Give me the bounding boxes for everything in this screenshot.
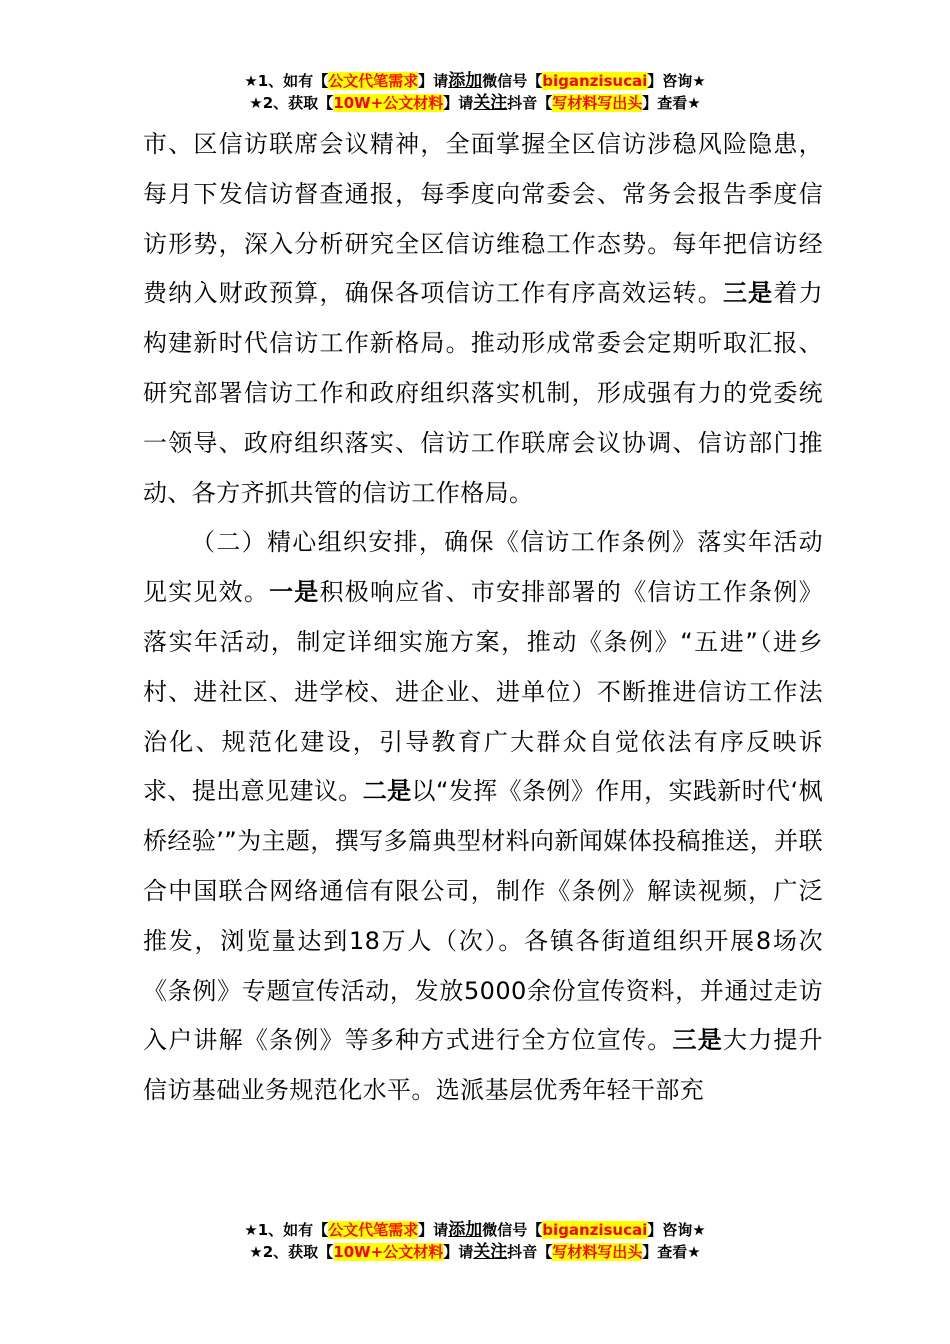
promo-highlight: 公文代笔需求 (328, 1221, 419, 1239)
promo-text: 】请 (418, 72, 449, 90)
promo-text: ★1、如有【 (244, 1221, 329, 1239)
promo-text: ★2、获取【 (249, 94, 334, 112)
section-heading: （二）精心组织安排，确保《信访工作条例》落实年活动见实见效。 (143, 528, 823, 607)
paragraph-bold-lead: 一是 (269, 578, 320, 607)
promo-line-1 (0, 1219, 950, 1241)
promo-line-2 (0, 1241, 950, 1263)
promo-emphasis: 添加 (448, 71, 483, 91)
promo-text: ★1、如有【 (244, 72, 329, 90)
promo-text: 】请 (443, 1243, 474, 1261)
promo-highlight: biganzisucai (542, 72, 648, 90)
promo-highlight: 写材料写出头 (552, 1243, 643, 1261)
promo-emphasis: 关注 (473, 93, 508, 113)
promo-highlight: 公文代笔需求 (328, 72, 419, 90)
promo-text: 】查看★ (642, 94, 701, 112)
promo-text: 抖音【 (507, 1243, 553, 1261)
document-body (143, 120, 823, 1116)
promo-emphasis: 添加 (448, 1220, 483, 1240)
paragraph-text: 以“发挥《条例》作用，实践新时代‘枫桥经验’”为主题，撰写多篇典型材料向新闻媒体投稿推送，并联合中国联合网络通信有限公司，制作《条例》解读视频，广泛推发，浏览量达到18万人（次）。各镇各街道组织开展8场次《条例》专题宣传活动，发放5000余份宣传资料，并通过走访入户讲解《条例》等多种方式进行全方位宣传。 (143, 777, 823, 1055)
paragraph-1 (143, 120, 823, 518)
promo-line-1 (0, 70, 950, 92)
promo-banner-bottom (0, 1219, 950, 1263)
promo-line-2 (0, 92, 950, 114)
paragraph-bold-lead: 二是 (362, 777, 412, 806)
promo-text: ★2、获取【 (249, 1243, 334, 1261)
promo-text: 】咨询★ (647, 1221, 706, 1239)
promo-highlight: biganzisucai (542, 1221, 648, 1239)
promo-text: 】请 (443, 94, 474, 112)
promo-banner-top (0, 70, 950, 114)
promo-text: 】查看★ (642, 1243, 701, 1261)
paragraph-bold-lead: 三是 (672, 1026, 723, 1055)
promo-text: 】咨询★ (647, 72, 706, 90)
paragraph-bold-lead: 三是 (722, 279, 774, 308)
promo-highlight: 10W+公文材料 (333, 94, 444, 112)
promo-highlight: 写材料写出头 (552, 94, 643, 112)
paragraph-text: 着力构建新时代信访工作新格局。推动形成常委会定期听取汇报、研究部署信访工作和政府组织落实机制，形成强有力的党委统一领导、政府组织落实、信访工作联席会议协调、信访部门推动、各方齐抓共管的信访工作格局。 (143, 279, 823, 507)
paragraph-text: 积极响应省、市安排部署的《信访工作条例》落实年活动，制定详细实施方案，推动《条例》“五进”（进乡村、进社区、进学校、进企业、进单位）不断推进信访工作法治化、规范化建设，引导教育广大群众自觉依法有序反映诉求、提出意见建议。 (143, 578, 823, 806)
promo-emphasis: 关注 (473, 1242, 508, 1262)
paragraph-2 (143, 518, 823, 1116)
promo-text: 抖音【 (507, 94, 553, 112)
promo-highlight: 10W+公文材料 (333, 1243, 444, 1261)
paragraph-text: 市、区信访联席会议精神，全面掌握全区信访涉稳风险隐患，每月下发信访督查通报，每季度向常委会、常务会报告季度信访形势，深入分析研究全区信访维稳工作态势。每年把信访经费纳入财政预算，确保各项信访工作有序高效运转。 (143, 130, 823, 308)
paragraph-text: 大力提升信访基础业务规范化水平。选派基层优秀年轻干部充 (143, 1026, 823, 1105)
promo-text: 】请 (418, 1221, 449, 1239)
promo-text: 微信号【 (482, 1221, 543, 1239)
promo-text: 微信号【 (482, 72, 543, 90)
